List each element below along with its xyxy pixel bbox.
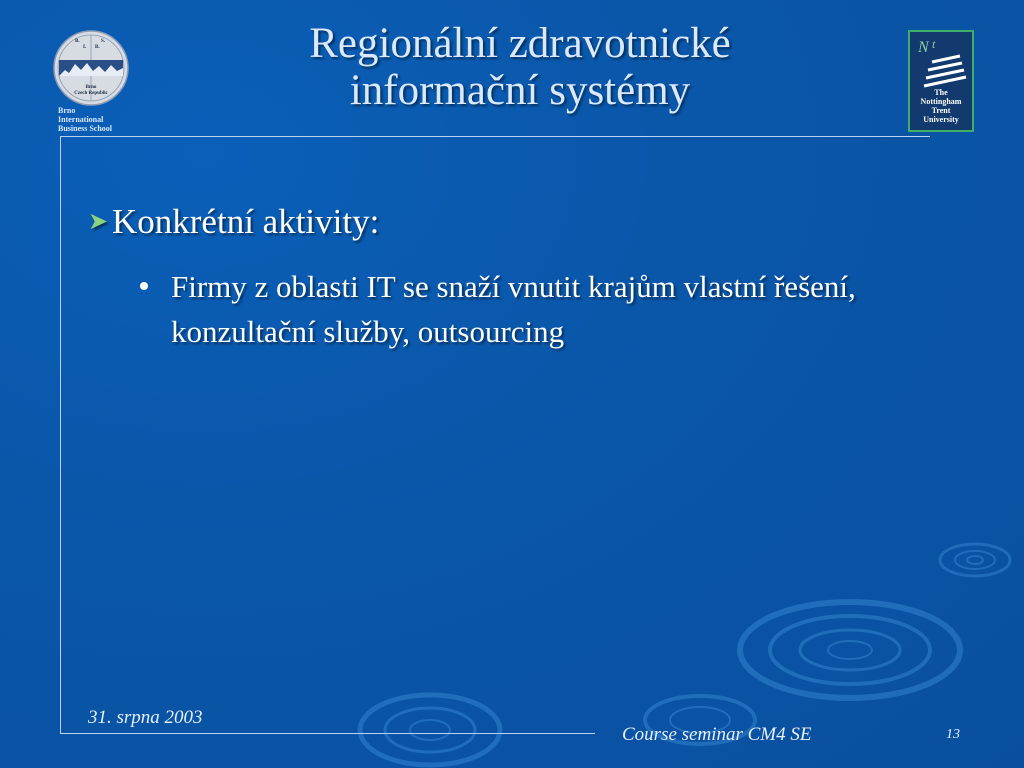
ntu-caption-line-3: Trent [931,106,951,115]
slide-number: 13 [946,727,960,742]
frame-line-bottom [60,733,595,734]
slide-title-line-2: informační systémy [349,67,691,114]
seal-letter-b2: B. [95,45,100,50]
ntu-caption-line-1: The [934,88,948,97]
bullet-level-2-text: Firmy z oblasti IT se snaží vnutit krajům vlastní řešení, konzultační služby, outsourcing [171,269,856,349]
bibs-caption-line-2: International [58,115,104,124]
bibs-logo [53,30,129,106]
svg-text:t: t [932,37,936,51]
arrow-bullet-icon: ➤ [88,209,109,235]
footer-date: 31. srpna 2003 [88,707,203,728]
slide-title-line-1: Regionální zdravotnické [309,20,731,67]
bibs-caption-line-3: Business School [58,124,113,133]
bullet-level-1 [88,202,379,242]
bibs-logo-caption [58,106,148,133]
svg-text:N: N [918,39,929,56]
seal-letter-i: I. [83,45,87,50]
slide-title [150,20,890,114]
seal-letter-b1: B. [75,39,80,44]
footer-course: Course seminar CM4 SE [622,724,812,745]
seal-letter-s: S. [101,39,106,44]
bullet-level-1-text: Konkrétní aktivity: [112,202,380,241]
ntu-logo-mark [910,32,972,92]
frame-line-top [60,136,930,137]
ntu-logo-caption [910,88,972,124]
dot-bullet-icon [140,282,148,290]
bibs-caption-line-1: Brno [58,106,76,115]
frame-line-left [60,136,61,733]
seal-caption-country: Czech Republic [74,91,108,96]
ntu-caption-line-2: Nottingham [920,97,962,106]
ntu-caption-line-4: University [923,115,959,124]
seal-caption-city: Brno [85,85,97,90]
